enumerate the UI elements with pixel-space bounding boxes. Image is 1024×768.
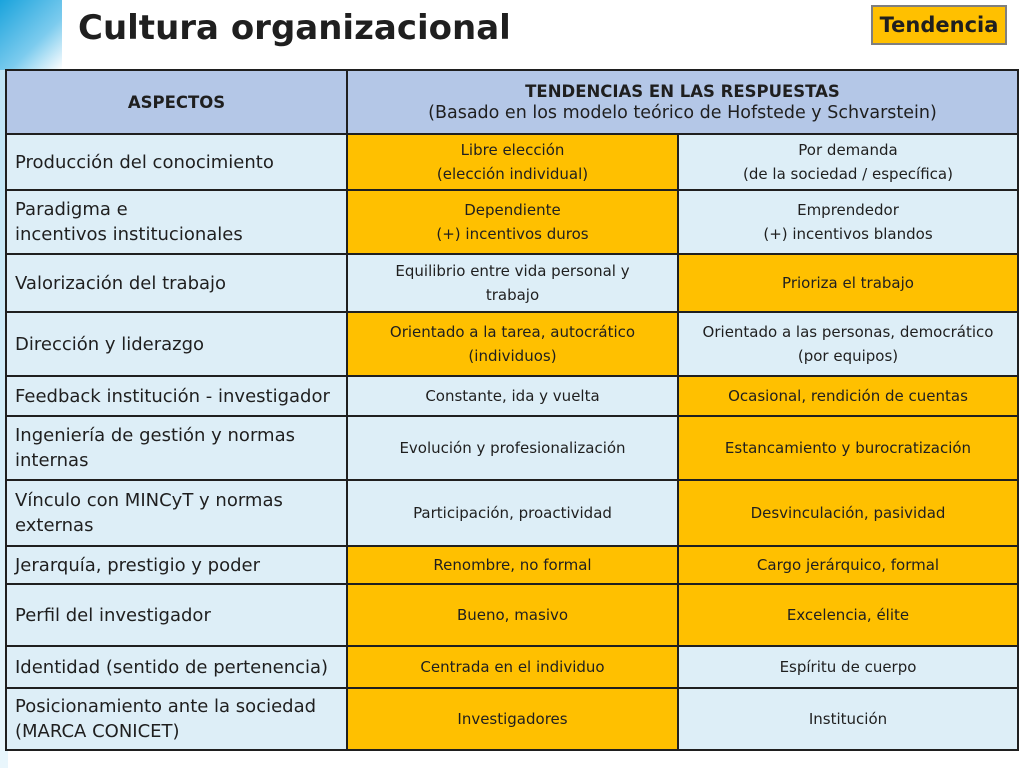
tendency-right-cell: Excelencia, élite (678, 584, 1018, 646)
tendency-left-cell: Dependiente (+) incentivos duros (347, 190, 678, 254)
aspect-cell: Vínculo con MINCyT y normas externas (6, 480, 347, 546)
header-tendencies (347, 70, 1018, 134)
table-row (6, 584, 1018, 646)
aspect-cell: Ingeniería de gestión y normas internas (6, 416, 347, 480)
header-tendencies-subtitle: (Basado en los modelo teórico de Hofstede y Schvarstein) (428, 102, 937, 123)
tendency-right-cell: Orientado a las personas, democrático (por equipos) (678, 312, 1018, 376)
table-row (6, 254, 1018, 312)
tendency-left-cell: Orientado a la tarea, autocrático (individuos) (347, 312, 678, 376)
tendency-right-cell: Desvinculación, pasividad (678, 480, 1018, 546)
culture-table (5, 69, 1019, 751)
tendency-left-cell: Evolución y profesionalización (347, 416, 678, 480)
tendency-left-cell: Libre elección (elección individual) (347, 134, 678, 190)
tendency-left-cell: Participación, proactividad (347, 480, 678, 546)
tendency-left-cell: Renombre, no formal (347, 546, 678, 584)
aspect-cell: Paradigma e incentivos institucionales (6, 190, 347, 254)
tendency-left-cell: Centrada en el individuo (347, 646, 678, 688)
aspect-cell: Identidad (sentido de pertenencia) (6, 646, 347, 688)
table-row (6, 646, 1018, 688)
tendency-left-cell: Bueno, masivo (347, 584, 678, 646)
tendency-right-cell: Por demanda (de la sociedad / específica) (678, 134, 1018, 190)
table-header-row (6, 70, 1018, 134)
aspect-cell: Perfil del investigador (6, 584, 347, 646)
aspect-cell: Posicionamiento ante la sociedad (MARCA CONICET) (6, 688, 347, 750)
decorative-corner (0, 0, 62, 70)
tendency-left-cell: Investigadores (347, 688, 678, 750)
table-row (6, 480, 1018, 546)
aspect-cell: Feedback institución - investigador (6, 376, 347, 416)
slide-title: Cultura organizacional (78, 8, 511, 48)
tendency-right-cell: Emprendedor (+) incentivos blandos (678, 190, 1018, 254)
aspect-cell: Valorización del trabajo (6, 254, 347, 312)
table-row (6, 312, 1018, 376)
table-row (6, 416, 1018, 480)
aspect-cell: Dirección y liderazgo (6, 312, 347, 376)
tendency-right-cell: Institución (678, 688, 1018, 750)
tendency-right-cell: Estancamiento y burocratización (678, 416, 1018, 480)
tendency-tag: Tendencia (871, 5, 1007, 45)
tendency-right-cell: Ocasional, rendición de cuentas (678, 376, 1018, 416)
aspect-cell: Producción del conocimiento (6, 134, 347, 190)
table-row (6, 134, 1018, 190)
tendency-right-cell: Prioriza el trabajo (678, 254, 1018, 312)
header-tendencies-title: TENDENCIAS EN LAS RESPUESTAS (525, 81, 840, 101)
table-row (6, 688, 1018, 750)
table-row (6, 376, 1018, 416)
table-row (6, 546, 1018, 584)
header-aspects: ASPECTOS (6, 70, 347, 134)
table-row (6, 190, 1018, 254)
aspect-cell: Jerarquía, prestigio y poder (6, 546, 347, 584)
tendency-left-cell: Equilibrio entre vida personal y trabajo (347, 254, 678, 312)
tendency-right-cell: Cargo jerárquico, formal (678, 546, 1018, 584)
tendency-left-cell: Constante, ida y vuelta (347, 376, 678, 416)
tendency-right-cell: Espíritu de cuerpo (678, 646, 1018, 688)
